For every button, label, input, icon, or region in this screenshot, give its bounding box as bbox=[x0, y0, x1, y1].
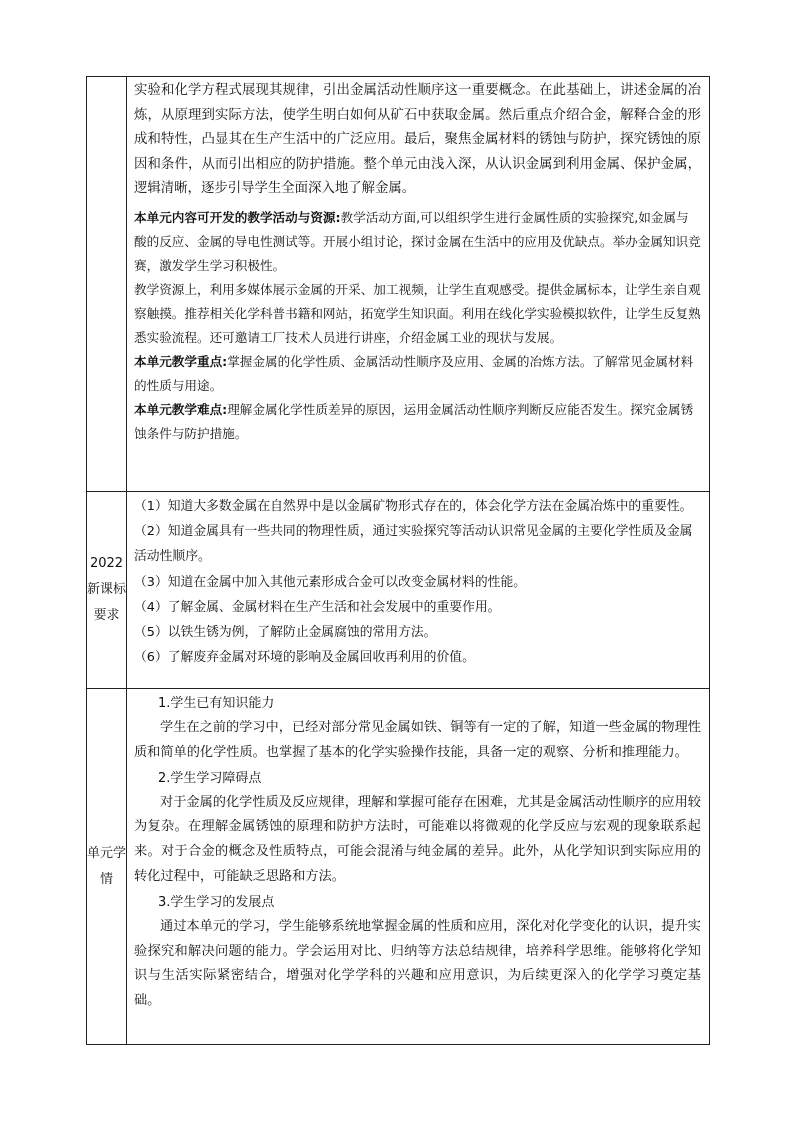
section-text: 对于金属的化学性质及反应规律，理解和掌握可能存在困难，尤其是金属活动性顺序的应用较为复杂。在理解金属锈蚀的原理和防护方法时，可能难以将微观的化学反应与宏观的现象联系起来。对于合金的概念及性质特点，可能会混淆与纯金属的差异。此外，从化学知识到实际应用的转化过程中，可能缺乏思路和方法。 bbox=[134, 794, 701, 884]
unit-content-cell bbox=[127, 77, 710, 492]
student-analysis-cell bbox=[127, 689, 710, 1045]
section-heading: 1.学生已有知识能力 bbox=[158, 696, 275, 711]
unit-plan-table bbox=[86, 76, 710, 1045]
section-heading: 3.学生学习的发展点 bbox=[158, 894, 275, 910]
student-analysis-row bbox=[87, 689, 710, 1045]
key-points-label: 本单元教学重点: bbox=[134, 353, 228, 369]
difficulty-label: 本单元教学难点: bbox=[134, 401, 228, 417]
activities-label: 本单元内容可开发的教学活动与资源: bbox=[134, 209, 341, 225]
row-label-empty bbox=[87, 77, 127, 492]
resources-paragraph: 教学资源上，利用多媒体展示金属的开采、加工视频，让学生直观感受。提供金属标本，让学生亲自观察触摸。推荐相关化学科普书籍和网站，拓宽学生知识面。利用在线化学实验模拟软件，让学生反复熟悉实验流程。还可邀请工厂技术人员进行讲座，介绍金属工业的现状与发展。 bbox=[134, 281, 701, 345]
activities-paragraph bbox=[134, 206, 701, 278]
requirement-item: （4）了解金属、金属材料在生产生活和社会发展中的重要作用。 bbox=[134, 599, 501, 615]
section-text: 通过本单元的学习，学生能够系统地掌握金属的性质和应用，深化对化学变化的认识，提升实验探究和解决问题的能力。学会运用对比、归纳等方法总结规律，培养科学思维。能够将化学知识与生活实际紧密结合，增强对化学学科的兴趣和应用意识，为后续更深入的化学学习奠定基础。 bbox=[134, 918, 701, 1009]
key-points-paragraph bbox=[134, 350, 701, 398]
requirement-item: （2）知道金属具有一些共同的物理性质，通过实验探究等活动认识常见金属的主要化学性质及金属活动性顺序。 bbox=[134, 524, 693, 565]
section-text: 学生在之前的学习中，已经对部分常见金属如铁、铜等有一定的了解，知道一些金属的物理性质和简单的化学性质。也掌握了基本的化学实验操作技能，具备一定的观察、分析和推理能力。 bbox=[134, 720, 701, 760]
requirement-item: （5）以铁生锈为例，了解防止金属腐蚀的常用方法。 bbox=[134, 625, 437, 641]
unit-intro-paragraph: 实验和化学方程式展现其规律，引出金属活动性顺序这一重要概念。在此基础上，讲述金属的冶炼，从原理到实际方法，使学生明白如何从矿石中获取金属。然后重点介绍合金，解释合金的形成和特性，凸显其在生产生活中的广泛应用。最后，聚焦金属材料的锈蚀与防护，探究锈蚀的原因和条件，从而引出相应的防护措施。整个单元由浅入深，从认识金属到利用金属、保护金属，逻辑清晰，逐步引导学生全面深入地了解金属。 bbox=[134, 83, 701, 197]
curriculum-requirements-label: 2022新课标要求 bbox=[87, 492, 127, 689]
student-analysis-label: 单元学情 bbox=[87, 689, 127, 1045]
requirement-item: （3）知道在金属中加入其他元素形成合金可以改变金属材料的性能。 bbox=[134, 574, 527, 590]
requirement-item: （1）知道大多数金属在自然界中是以金属矿物形式存在的，体会化学方法在金属冶炼中的重要性。 bbox=[134, 499, 693, 514]
difficulty-text: 理解金属化学性质差异的原因，运用金属活动性顺序判断反应能否发生。探究金属锈蚀条件与防护措施。 bbox=[134, 401, 694, 441]
activities-text: 教学活动方面,可以组织学生进行金属性质的实验探究,如金属与酸的反应、金属的导电性测试等。开展小组讨论，探讨金属在生活中的应用及优缺点。举办金属知识竞赛，激发学生学习积极性。 bbox=[134, 209, 701, 273]
section-heading: 2.学生学习障碍点 bbox=[158, 770, 262, 786]
key-points-text: 掌握金属的化学性质、金属活动性顺序及应用、金属的冶炼方法。了解常见金属材料的性质与用途。 bbox=[134, 353, 694, 393]
requirement-item: （6）了解废弃金属对环境的影响及金属回收再利用的价值。 bbox=[134, 650, 475, 666]
unit-content-row bbox=[87, 77, 710, 492]
curriculum-requirements-row bbox=[87, 492, 710, 689]
curriculum-requirements-cell bbox=[127, 492, 710, 689]
difficulty-paragraph bbox=[134, 398, 701, 446]
